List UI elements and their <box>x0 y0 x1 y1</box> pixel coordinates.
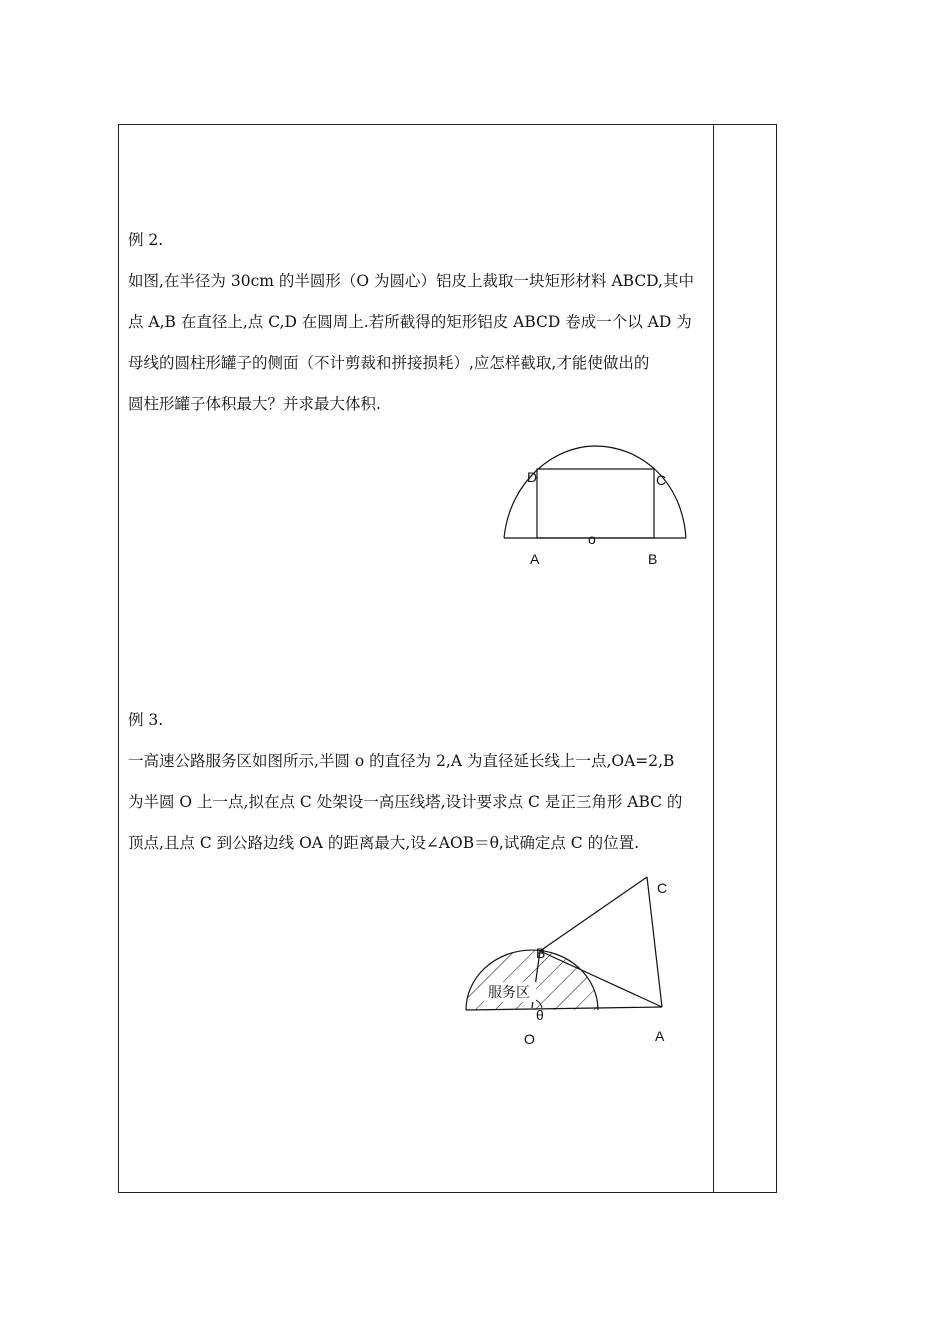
example3-figure <box>466 877 667 1047</box>
label-a: A <box>655 1028 665 1044</box>
label-b: B <box>648 551 658 567</box>
label-a: A <box>530 551 540 567</box>
example2-heading: 例 2. <box>128 231 164 249</box>
example3-line-2: 为半圆 O 上一点,拟在点 C 处架设一高压线塔,设计要求点 C 是正三角形 ABC 的 <box>128 793 683 811</box>
label-d: D <box>527 469 538 485</box>
label-o: o <box>588 531 596 547</box>
label-c: C <box>656 472 667 488</box>
example2-line-4: 圆柱形罐子体积最大？并求最大体积. <box>128 395 381 413</box>
segment-bc <box>540 877 647 951</box>
example2-line-2: 点 A,B 在直径上,点 C,D 在圆周上.若所截得的矩形铝皮 ABCD 卷成一个以 AD 为 <box>128 313 692 331</box>
example3-heading: 例 3. <box>128 711 164 729</box>
semicircle-arc <box>504 446 686 538</box>
label-service-area: 服务区 <box>488 985 530 1001</box>
example3-line-3: 顶点,且点 C 到公路边线 OA 的距离最大,设∠AOB＝θ,试确定点 C 的位置. <box>128 834 640 852</box>
example3-line-1: 一高速公路服务区如图所示,半圆 o 的直径为 2,A 为直径延长线上一点,OA=2,B <box>128 752 675 770</box>
label-b: B <box>536 945 546 961</box>
label-c: C <box>657 880 668 896</box>
segment-ca <box>647 877 662 1007</box>
example2-line-3: 母线的圆柱形罐子的侧面（不计剪裁和拼接损耗）,应怎样截取,才能使做出的 <box>128 354 650 372</box>
example2-figure <box>504 446 686 567</box>
label-theta: θ <box>536 1007 544 1023</box>
example2-line-1: 如图,在半径为 30cm 的半圆形（O 为圆心）铝皮上裁取一块矩形材料 ABCD,其中 <box>128 272 694 290</box>
label-o: O <box>524 1031 535 1047</box>
rectangle-abcd <box>537 469 654 538</box>
